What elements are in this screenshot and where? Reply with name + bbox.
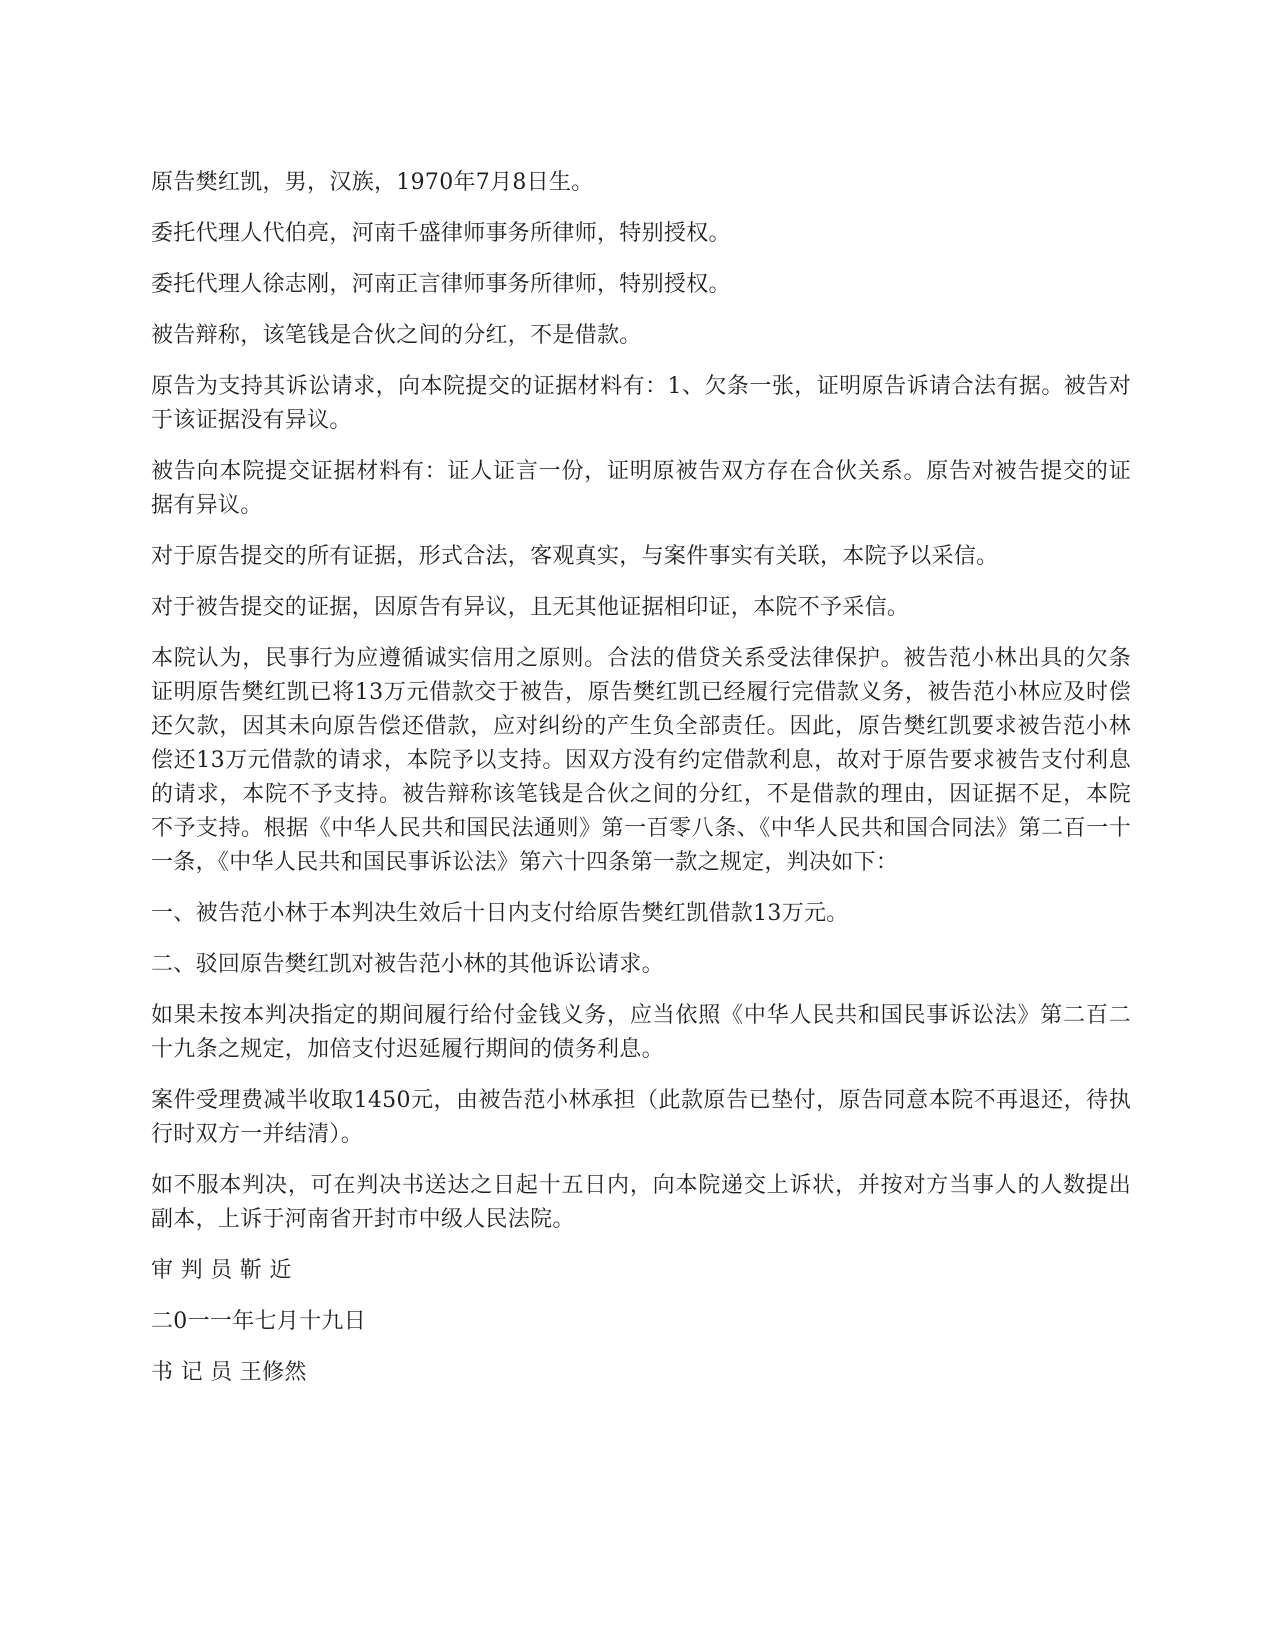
case-fee-notice: 案件受理费减半收取1450元，由被告范小林承担（此款原告已垫付，原告同意本院不再退还，待执行时双方一并结清）。	[151, 1088, 1131, 1147]
plaintiff-evidence: 原告为支持其诉讼请求，向本院提交的证据材料有：1、欠条一张，证明原告诉请合法有据。被告对于该证据没有异议。	[151, 374, 1131, 433]
clerk-signature: 书 记 员 王修然	[151, 1360, 307, 1385]
late-performance-notice: 如果未按本判决指定的期间履行给付金钱义务，应当依照《中华人民共和国民事诉讼法》第二百二十九条之规定，加倍支付迟延履行期间的债务利息。	[151, 1003, 1131, 1062]
judge-signature: 审 判 员 靳 近	[151, 1258, 292, 1283]
judgment-date: 二0一一年七月十九日	[151, 1309, 366, 1334]
document-page	[151, 166, 1131, 1407]
appeal-notice: 如不服本判决，可在判决书送达之日起十五日内，向本院递交上诉状，并按对方当事人的人数提出副本，上诉于河南省开封市中级人民法院。	[151, 1173, 1131, 1232]
agent-2-info: 委托代理人徐志刚，河南正言律师事务所律师，特别授权。	[151, 272, 731, 297]
agent-1-info: 委托代理人代伯亮，河南千盛律师事务所律师，特别授权。	[151, 221, 731, 246]
defendant-argument: 被告辩称，该笔钱是合伙之间的分红，不是借款。	[151, 323, 642, 348]
defendant-evidence: 被告向本院提交证据材料有：证人证言一份，证明原被告双方存在合伙关系。原告对被告提交的证据有异议。	[151, 459, 1131, 518]
judgment-item-2: 二、驳回原告樊红凯对被告范小林的其他诉讼请求。	[151, 952, 664, 977]
plaintiff-info: 原告樊红凯，男，汉族，1970年7月8日生。	[151, 170, 594, 195]
judgment-item-1: 一、被告范小林于本判决生效后十日内支付给原告樊红凯借款13万元。	[151, 901, 849, 926]
plaintiff-evidence-ruling: 对于原告提交的所有证据，形式合法，客观真实，与案件事实有关联，本院予以采信。	[151, 544, 999, 569]
defendant-evidence-ruling: 对于被告提交的证据，因原告有异议，且无其他证据相印证，本院不予采信。	[151, 595, 910, 620]
court-opinion: 本院认为，民事行为应遵循诚实信用之原则。合法的借贷关系受法律保护。被告范小林出具的欠条证明原告樊红凯已将13万元借款交于被告，原告樊红凯已经履行完借款义务，被告范小林应及时偿还欠款，因其未向原告偿还借款，应对纠纷的产生负全部责任。因此，原告樊红凯要求被告范小林偿还13万元借款的请求，本院予以支持。因双方没有约定借款利息，故对于原告要求被告支付利息的请求，本院不予支持。被告辩称该笔钱是合伙之间的分红，不是借款的理由，因证据不足，本院不予支持。根据《中华人民共和国民法通则》第一百零八条、《中华人民共和国合同法》第二百一十一条，《中华人民共和国民事诉讼法》第六十四条第一款之规定，判决如下：	[151, 646, 1131, 875]
